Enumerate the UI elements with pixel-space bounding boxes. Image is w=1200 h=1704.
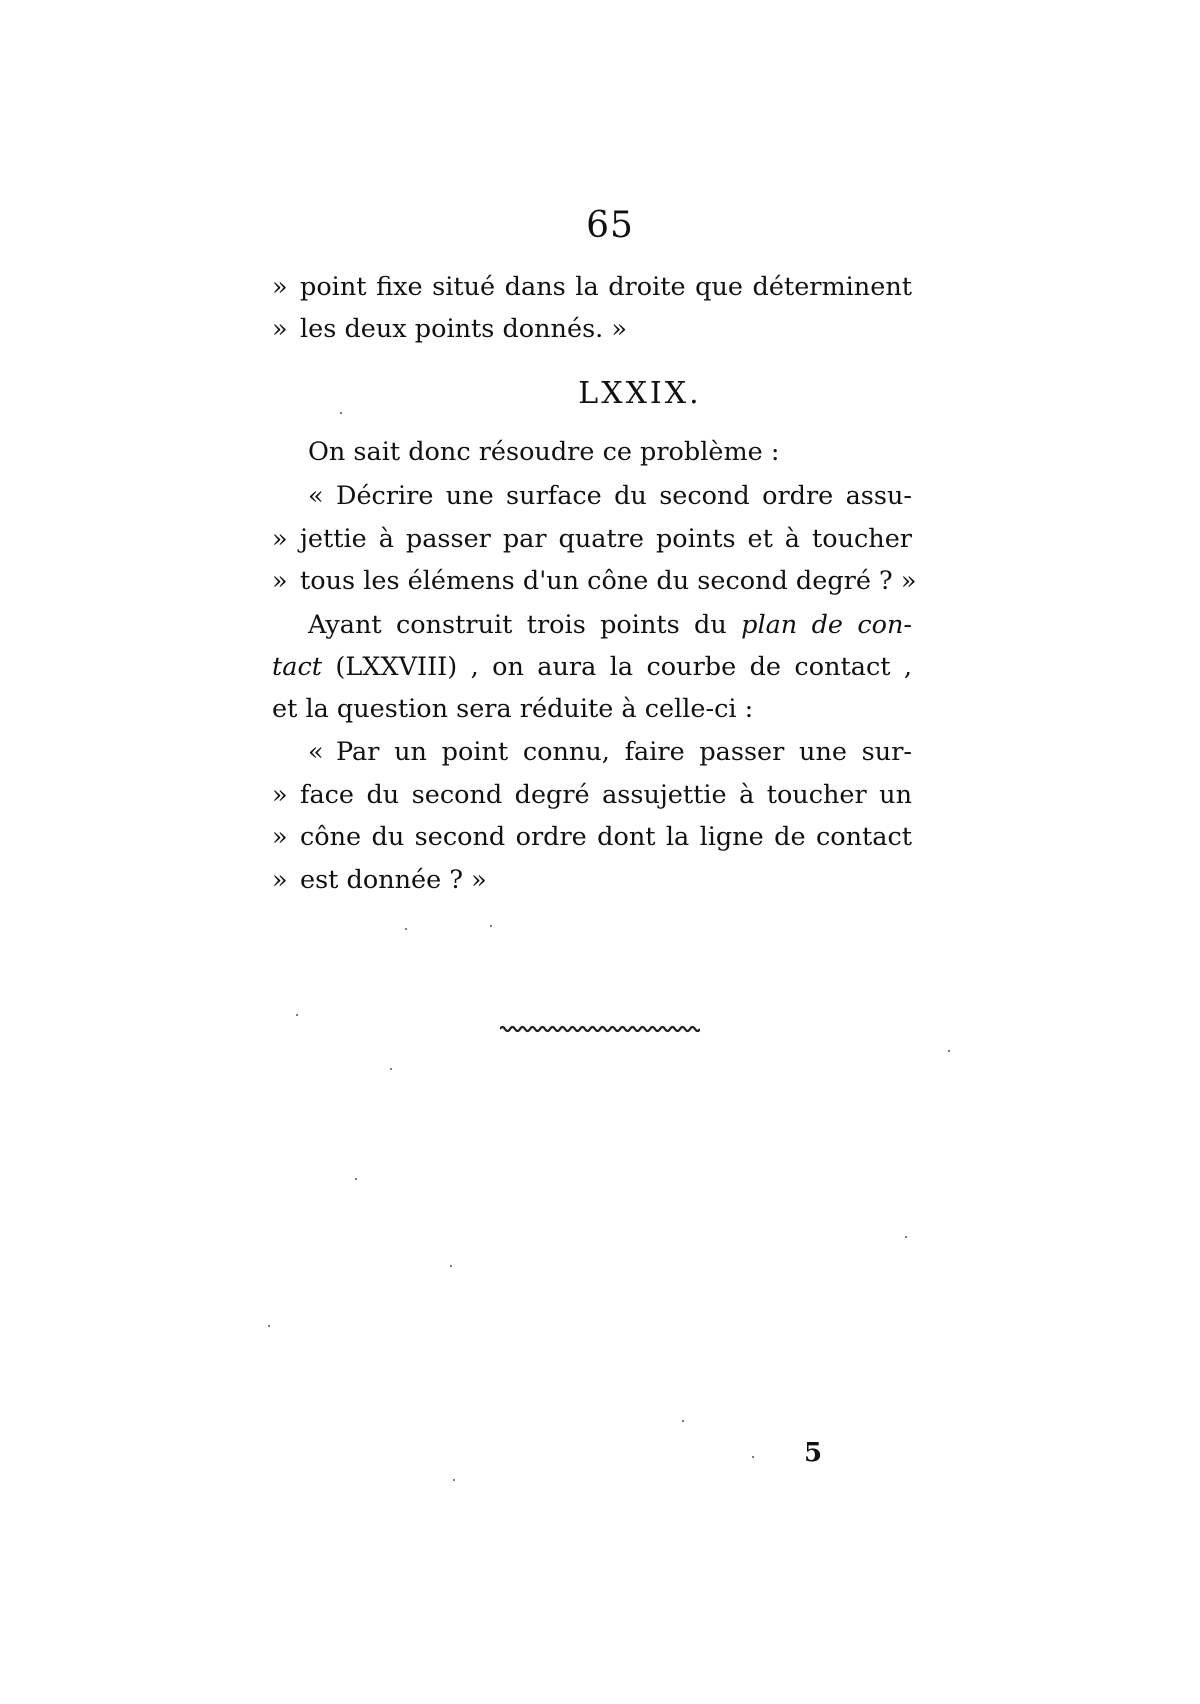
text-line [272, 481, 912, 511]
quote-mark: » [272, 822, 288, 852]
line-text: point fixe situé dans la droite que déterminent [300, 272, 912, 302]
italic-text: tact [272, 652, 322, 682]
scan-speck [355, 1178, 357, 1180]
scan-speck [268, 1325, 270, 1327]
line-text: Décrire une surface du second ordre assu- [336, 481, 912, 511]
quote-mark: « [308, 481, 324, 511]
scan-speck [453, 1479, 455, 1481]
text-line [272, 524, 912, 554]
text-line [272, 272, 912, 302]
line-text: jettie à passer par quatre points et à toucher [300, 524, 912, 554]
scan-speck [905, 1236, 907, 1238]
text-line [272, 737, 912, 767]
scan-speck [405, 928, 407, 930]
text-line [272, 314, 912, 344]
text-line [272, 437, 912, 467]
line-text: Ayant construit trois points du [308, 610, 742, 640]
scan-speck [390, 1068, 392, 1070]
quote-mark: » [272, 524, 288, 554]
line-text: et la question sera réduite à celle-ci : [272, 694, 754, 724]
line-text: cône du second ordre dont la ligne de contact [300, 822, 912, 852]
line-text: est donnée ? » [300, 865, 487, 895]
signature-mark: 5 [804, 1438, 823, 1468]
text-line [272, 610, 912, 640]
quote-mark: « [308, 737, 324, 767]
quote-mark: » [272, 314, 288, 344]
scan-speck [296, 1014, 298, 1016]
scan-speck [948, 1050, 950, 1052]
text-line [272, 865, 912, 895]
line-text: les deux points donnés. » [300, 314, 627, 344]
scan-speck [752, 1456, 754, 1458]
scan-speck [340, 412, 342, 414]
quote-mark: » [272, 566, 288, 596]
line-text: face du second degré assujettie à toucher un [300, 780, 912, 810]
line-text: (LXXVIII) , on aura la courbe de contact , [321, 652, 912, 682]
text-line [272, 566, 917, 596]
quote-mark: » [272, 272, 288, 302]
line-text: Par un point connu, faire passer une sur- [336, 737, 912, 767]
tail-ornament [500, 1024, 700, 1034]
text-line [272, 694, 912, 724]
page-number: 65 [586, 205, 634, 246]
intro-text: On sait donc résoudre ce problème : [308, 437, 780, 467]
quote-mark: » [272, 865, 288, 895]
italic-text: plan de con- [741, 610, 912, 640]
scan-speck [450, 1265, 452, 1267]
section-heading: LXXIX. [578, 376, 702, 411]
scan-speck [682, 1420, 684, 1422]
scan-speck [490, 925, 492, 927]
text-line [272, 652, 912, 682]
line-text: tous les élémens d'un cône du second degré ? » [300, 566, 917, 596]
text-line [272, 822, 912, 852]
quote-mark: » [272, 780, 288, 810]
text-line [272, 780, 912, 810]
